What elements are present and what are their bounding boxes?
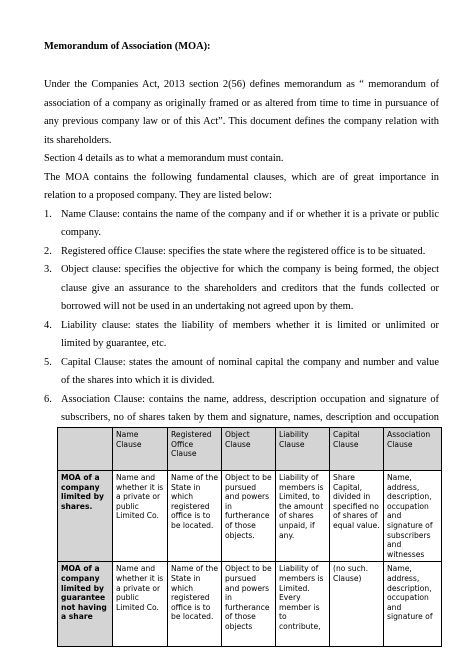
- table-cell: Liability of members is Limited. Every member is to contribute,: [276, 562, 330, 647]
- clause-number: 3.: [44, 264, 52, 275]
- clause-item: [44, 317, 439, 354]
- clause-number: 6.: [44, 393, 52, 405]
- clause-item: [44, 261, 439, 317]
- table-header-cell: Liability Clause: [276, 428, 330, 471]
- clause-text: Registered office Clause: specifies the state where the registered office is to be situated.: [61, 245, 426, 257]
- table-header-cell: Object Clause: [222, 428, 276, 471]
- table-header-cell: [58, 428, 113, 471]
- table-row: [58, 471, 442, 562]
- moa-comparison-table: [57, 427, 442, 647]
- clause-number: 4.: [44, 319, 52, 331]
- clause-text: Object clause: specifies the objective for which the company is being formed, the object clause give an assurance to the shareholders and creditors that the funds collected or borrowed will not be used in an undertaking not agreed upon by them.: [61, 264, 439, 312]
- table-cell: Name, address, description, occupation and signature of subscribers and witnesses: [384, 471, 442, 562]
- clause-item: [44, 354, 439, 391]
- clause-list: [44, 206, 439, 447]
- table-cell: Object to be pursued and powers in furtherance of those objects.: [222, 471, 276, 562]
- table-cell: Share Capital, divided in specified no of shares of equal value.: [330, 471, 384, 562]
- table-header-cell: Capital Clause: [330, 428, 384, 471]
- clause-number: 2.: [44, 245, 52, 257]
- table-header-row: [58, 428, 442, 471]
- row-header-cell: MOA of a company limited by shares.: [58, 471, 113, 562]
- clauses-intro: The MOA contains the following fundamental clauses, which are of great importance in relation to a proposed company. They are listed below:: [44, 171, 439, 201]
- clause-item: [44, 243, 439, 262]
- table-cell: Liability of members is Limited, to the amount of shares unpaid, if any.: [276, 471, 330, 562]
- clause-number: 5.: [44, 356, 52, 368]
- table-cell: Name of the State in which registered office is to be located.: [168, 562, 222, 647]
- row-header-cell: MOA of a company limited by guarantee not having a share: [58, 562, 113, 647]
- table-row: [58, 562, 442, 647]
- intro-paragraph: Under the Companies Act, 2013 section 2(56) defines memorandum as “ memorandum of association of a company as originally framed or as altered from time to time in pursuance of any previous company law or of this Act”. This document defines the company relation with its shareholders.: [44, 79, 439, 146]
- table-header-cell: Registered Office Clause: [168, 428, 222, 471]
- clause-text: Capital Clause: states the amount of nominal capital the company and number and value of the shares into which it is divided.: [61, 356, 439, 386]
- section-note: Section 4 details as to what a memorandum must contain.: [44, 153, 284, 164]
- table-cell: (no such. Clause): [330, 562, 384, 647]
- table-header-cell: Association Clause: [384, 428, 442, 471]
- clause-text: Association Clause: contains the name, address, description occupation and signature of subscribers, no of shares taken by them and signature, names, description and occupation: [61, 393, 439, 423]
- table-cell: Name of the State in which registered office is to be located.: [168, 471, 222, 562]
- clause-number: 1.: [44, 208, 52, 220]
- table-cell: Name, address, description, occupation and signature of: [384, 562, 442, 647]
- document-page: [44, 40, 439, 446]
- clause-text: Name Clause: contains the name of the company and if or whether it is a private or public company.: [61, 208, 439, 238]
- clause-text: Liability clause: states the liability of members whether it is limited or unlimited or limited by guarantee, etc.: [61, 319, 439, 349]
- table-header-cell: Name Clause: [113, 428, 168, 471]
- document-title: Memorandum of Association (MOA):: [44, 41, 211, 52]
- table-cell: Name and whether it is a private or public Limited Co.: [113, 471, 168, 562]
- table-cell: Object to be pursued and powers in furtherance of those objects: [222, 562, 276, 647]
- clause-item: [44, 206, 439, 243]
- table-cell: Name and whether it is a private or public Limited Co.: [113, 562, 168, 647]
